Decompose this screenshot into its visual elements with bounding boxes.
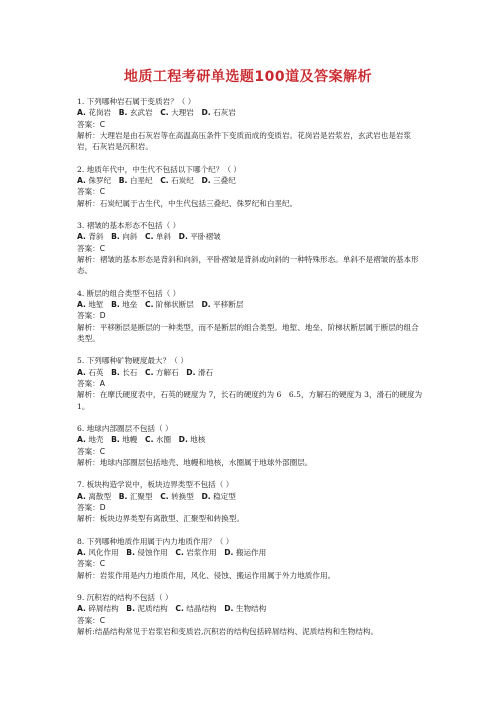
option-key: C.: [145, 367, 154, 377]
option-text: 搬运作用: [235, 548, 267, 558]
option-key: A.: [77, 435, 86, 445]
option-key: B.: [111, 367, 120, 377]
option-text: 地垒: [122, 300, 138, 310]
question-options: [77, 175, 425, 186]
option-text: 长石: [122, 367, 138, 377]
option-key: A.: [77, 548, 86, 558]
option-text: 汇聚型: [129, 491, 153, 501]
option-text: 白垩纪: [129, 175, 153, 185]
option-key: A.: [77, 232, 86, 242]
option-text: 稳定型: [213, 491, 236, 501]
option-key: A.: [77, 367, 86, 377]
option-text: 滑石: [197, 367, 214, 377]
document-title: 地质工程考研单选题100道及答案解析: [123, 69, 373, 85]
option-text: 地堑: [88, 300, 104, 310]
answer-line: 答案：D: [77, 503, 106, 513]
option-key: C.: [145, 435, 154, 445]
option-text: 平移断层: [213, 300, 244, 310]
explanation-text: 解析：地球内部圈层包括地壳、地幔和地核，水圈属于地球外部圈层。: [77, 457, 313, 467]
answer-line: 答案：C: [77, 243, 106, 253]
option-key: C.: [145, 232, 154, 242]
explanation-text: 解析：石炭纪属于古生代，中生代包括三叠纪、侏罗纪和白垩纪。: [77, 198, 298, 208]
option-text: 花岗岩: [88, 108, 112, 118]
question-block: [77, 592, 425, 637]
option-key: D.: [224, 604, 234, 614]
question-options: [77, 434, 425, 445]
question-options: [77, 547, 425, 558]
option-key: A.: [77, 175, 86, 185]
answer-line: 答案：D: [77, 311, 106, 321]
answer-line: 答案：C: [77, 615, 106, 625]
option-key: B.: [111, 300, 120, 310]
option-text: 侵蚀作用: [137, 548, 168, 558]
option-text: 石灰岩: [213, 108, 236, 118]
explanation-text: 解析：平移断层是断层的一种类型，而不是断层的组合类型。地堑、地垒、阶梯状断层属于断层的组合类型。: [77, 322, 419, 343]
question-options: [77, 299, 425, 310]
option-key: A.: [77, 491, 86, 501]
option-key: C.: [175, 604, 184, 614]
answer-line: 答案：A: [77, 378, 105, 388]
option-key: B.: [118, 491, 128, 501]
explanation-text: 解析：板块边界类型有离散型、汇聚型和转换型。: [77, 514, 245, 524]
option-text: 单斜: [155, 232, 172, 242]
option-text: 方解石: [155, 367, 179, 377]
option-key: C.: [160, 175, 169, 185]
question-block: [77, 479, 425, 524]
option-key: D.: [178, 232, 188, 242]
question-stem: 4. 断层的组合类型不包括（ ）: [77, 288, 181, 298]
question-options: [77, 603, 425, 614]
explanation-text: 解析：在摩氏硬度表中，石英的硬度为 7，长石的硬度约为 6 6.5，方解石的硬度为 3，滑石的硬度为 1。: [77, 390, 423, 411]
question-block: [77, 288, 425, 344]
explanation-text: 解析：大理岩是由石灰岩等在高温高压条件下变质而成的变质岩。花岗岩是岩浆岩，玄武岩也是岩浆岩，石灰岩是沉积岩。: [77, 130, 412, 152]
question-options: [77, 367, 425, 378]
option-key: B.: [126, 604, 135, 614]
option-text: 背斜: [88, 232, 104, 242]
option-key: D.: [201, 175, 211, 185]
option-key: B.: [111, 232, 120, 242]
option-key: D.: [224, 548, 234, 558]
answer-line: 答案：C: [77, 559, 106, 569]
answer-line: 答案：C: [77, 119, 106, 129]
option-text: 大理岩: [171, 108, 194, 118]
option-key: C.: [160, 491, 169, 501]
option-key: D.: [201, 108, 211, 118]
option-key: A.: [77, 604, 86, 614]
option-text: 岩浆作用: [186, 548, 217, 558]
option-key: C.: [160, 108, 169, 118]
option-text: 石炭纪: [171, 175, 194, 185]
question-stem: 6. 地球内部圈层不包括（ ）: [77, 424, 173, 434]
option-key: B.: [126, 548, 135, 558]
option-key: C.: [145, 300, 154, 310]
option-key: C.: [175, 548, 184, 558]
option-key: D.: [178, 435, 188, 445]
option-text: 地幔: [122, 435, 138, 445]
question-stem: 2. 地质年代中，中生代不包括以下哪个纪？（ ）: [77, 164, 241, 174]
question-options: [77, 491, 425, 502]
option-key: B.: [111, 435, 120, 445]
question-stem: 9. 沉积岩的结构不包括（ ）: [77, 593, 173, 603]
option-text: 生物结构: [235, 604, 267, 614]
option-text: 玄武岩: [129, 108, 153, 118]
option-text: 向斜: [122, 232, 138, 242]
option-text: 地壳: [88, 435, 104, 445]
question-block: [77, 536, 425, 581]
option-key: A.: [77, 300, 86, 310]
answer-line: 答案：C: [77, 187, 106, 197]
option-text: 地核: [190, 435, 206, 445]
option-text: 三叠纪: [213, 175, 236, 185]
question-options: [77, 107, 425, 118]
option-text: 泥质结构: [137, 604, 168, 614]
question-stem: 8. 下列哪种地质作用属于内力地质作用？（ ）: [77, 536, 234, 546]
explanation-text: 解析：褶皱的基本形态是背斜和向斜，平卧褶皱是背斜或向斜的一种特殊形态。单斜不是褶皱的基本形态。: [77, 254, 419, 276]
option-text: 离散型: [88, 491, 112, 501]
question-block: [77, 220, 425, 276]
question-stem: 7. 板块构造学说中，板块边界类型不包括（ ）: [77, 480, 234, 490]
option-text: 石英: [88, 367, 104, 377]
option-key: D.: [201, 491, 211, 501]
option-text: 结晶结构: [186, 604, 217, 614]
option-text: 水圈: [155, 435, 172, 445]
question-block: [77, 355, 425, 411]
option-key: B.: [118, 108, 128, 118]
question-block: [77, 423, 425, 468]
option-text: 风化作用: [88, 548, 119, 558]
question-stem: 5. 下列哪种矿物硬度最大？（ ）: [77, 356, 188, 366]
option-text: 转换型: [171, 491, 194, 501]
option-key: B.: [118, 175, 128, 185]
question-list: [77, 96, 425, 649]
question-stem: 3. 褶皱的基本形态不包括（ ）: [77, 221, 181, 231]
option-key: A.: [77, 108, 86, 118]
answer-line: 答案：C: [77, 446, 106, 456]
question-block: [77, 164, 425, 209]
option-text: 平卧褶皱: [190, 232, 221, 242]
explanation-text: 解析：岩浆作用是内力地质作用，风化、侵蚀、搬运作用属于外力地质作用。: [77, 570, 336, 580]
option-key: D.: [186, 367, 196, 377]
option-text: 阶梯状断层: [155, 300, 194, 310]
explanation-text: 解析:结晶结构常见于岩浆岩和变质岩,沉积岩的结构包括碎屑结构、泥质结构和生物结构。: [77, 627, 379, 637]
question-block: [77, 96, 425, 152]
option-text: 侏罗纪: [88, 175, 112, 185]
question-stem: 1. 下列哪种岩石属于变质岩？（ ）: [77, 97, 196, 106]
option-text: 碎屑结构: [88, 604, 119, 614]
question-options: [77, 231, 425, 242]
option-key: D.: [201, 300, 211, 310]
